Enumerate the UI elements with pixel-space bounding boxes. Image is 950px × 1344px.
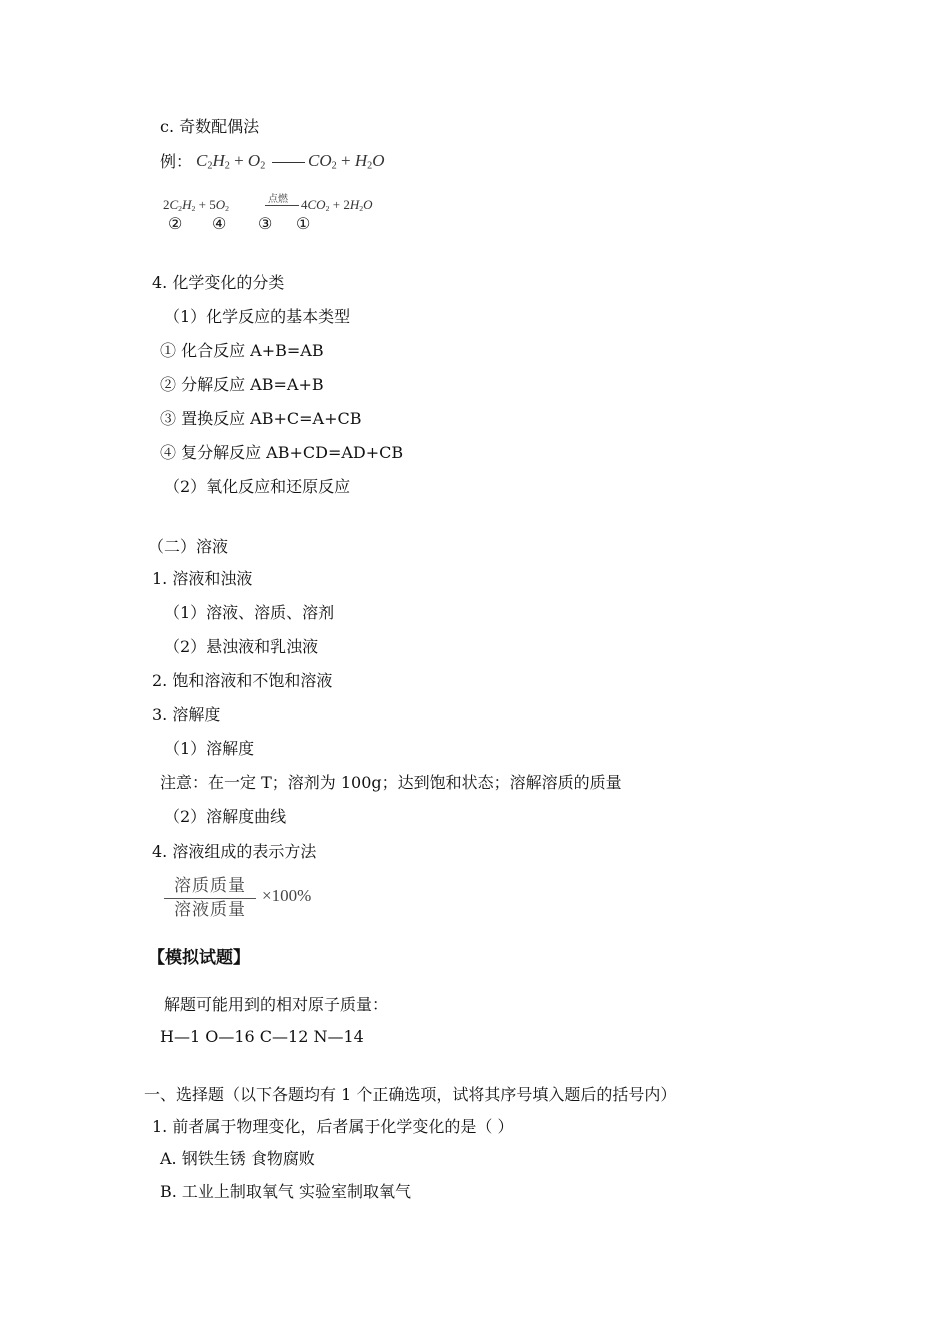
atomic-mass-values: H—1 O—16 C—12 N—14 [160,1027,364,1046]
atomic-mass-intro: 解题可能用到的相对原子质量： [164,995,389,1014]
formula-suffix: ×100% [262,886,312,905]
exam-heading: 【模拟试题】 [148,948,250,968]
equation-1-left: $C_2H_2 + O_2$ [196,151,266,172]
question-1: 1. 前者属于物理变化，后者属于化学变化的是（ ） [152,1117,514,1136]
classification-title: 4. 化学变化的分类 [152,273,285,292]
classification-sub2: （2）氧化反应和还原反应 [164,477,351,496]
fraction-bar [164,898,256,899]
formula-numerator: 溶质质量 [174,876,246,896]
classification-sub1: （1）化学反应的基本类型 [164,307,351,326]
equation-2-right: $4CO_2 + 2H_2O$ [301,197,373,213]
solution-title: （二）溶液 [148,537,229,556]
equation-1 [196,151,265,172]
order-mark: ① [296,214,311,233]
formula-denominator: 溶液质量 [174,900,246,920]
order-mark: ② [168,214,183,233]
order-mark: ③ [258,214,273,233]
solution-item4: 4. 溶液组成的表示方法 [152,842,317,861]
reaction-type: ④ 复分解反应 AB+CD=AD+CB [160,443,404,462]
example-prefix: 例： [160,152,193,171]
solution-item3-sub2: （2）溶解度曲线 [164,807,287,826]
solution-item1-sub2: （2）悬浊液和乳浊液 [164,637,319,656]
question-1-option: B. 工业上制取氧气 实验室制取氧气 [160,1182,412,1201]
question-1-option: A. 钢铁生锈 食物腐败 [160,1149,315,1168]
equation-2-arrow-label: 点燃 [268,194,288,205]
equation-1-right-wrap [308,151,384,172]
section-c-title: c. 奇数配偶法 [160,117,260,136]
reaction-type: ③ 置换反应 AB+C=A+CB [160,409,362,428]
reaction-type: ① 化合反应 A+B=AB [160,341,324,360]
solution-item3: 3. 溶解度 [152,705,221,724]
choice-section-title: 一、选择题（以下各题均有 1 个正确选项，试将其序号填入题后的括号内） [144,1085,677,1104]
equation-2-arrow [265,205,299,206]
reaction-type: ② 分解反应 AB=A+B [160,375,324,394]
solubility-note: 注意：在一定 T；溶剂为 100g；达到饱和状态；溶解溶质的质量 [160,773,622,792]
solution-item3-sub1: （1）溶解度 [164,739,255,758]
equation-1-dash [272,162,305,163]
concentration-formula [164,876,256,920]
solution-item1: 1. 溶液和浊液 [152,569,253,588]
equation-1-right: $CO_2 + H_2O$ [308,151,385,172]
solution-item1-sub1: （1）溶液、溶质、溶剂 [164,603,335,622]
solution-item2: 2. 饱和溶液和不饱和溶液 [152,671,333,690]
order-mark: ④ [212,214,227,233]
equation-2-left: $2C_2H_2 + 5O_2$ [163,197,230,213]
